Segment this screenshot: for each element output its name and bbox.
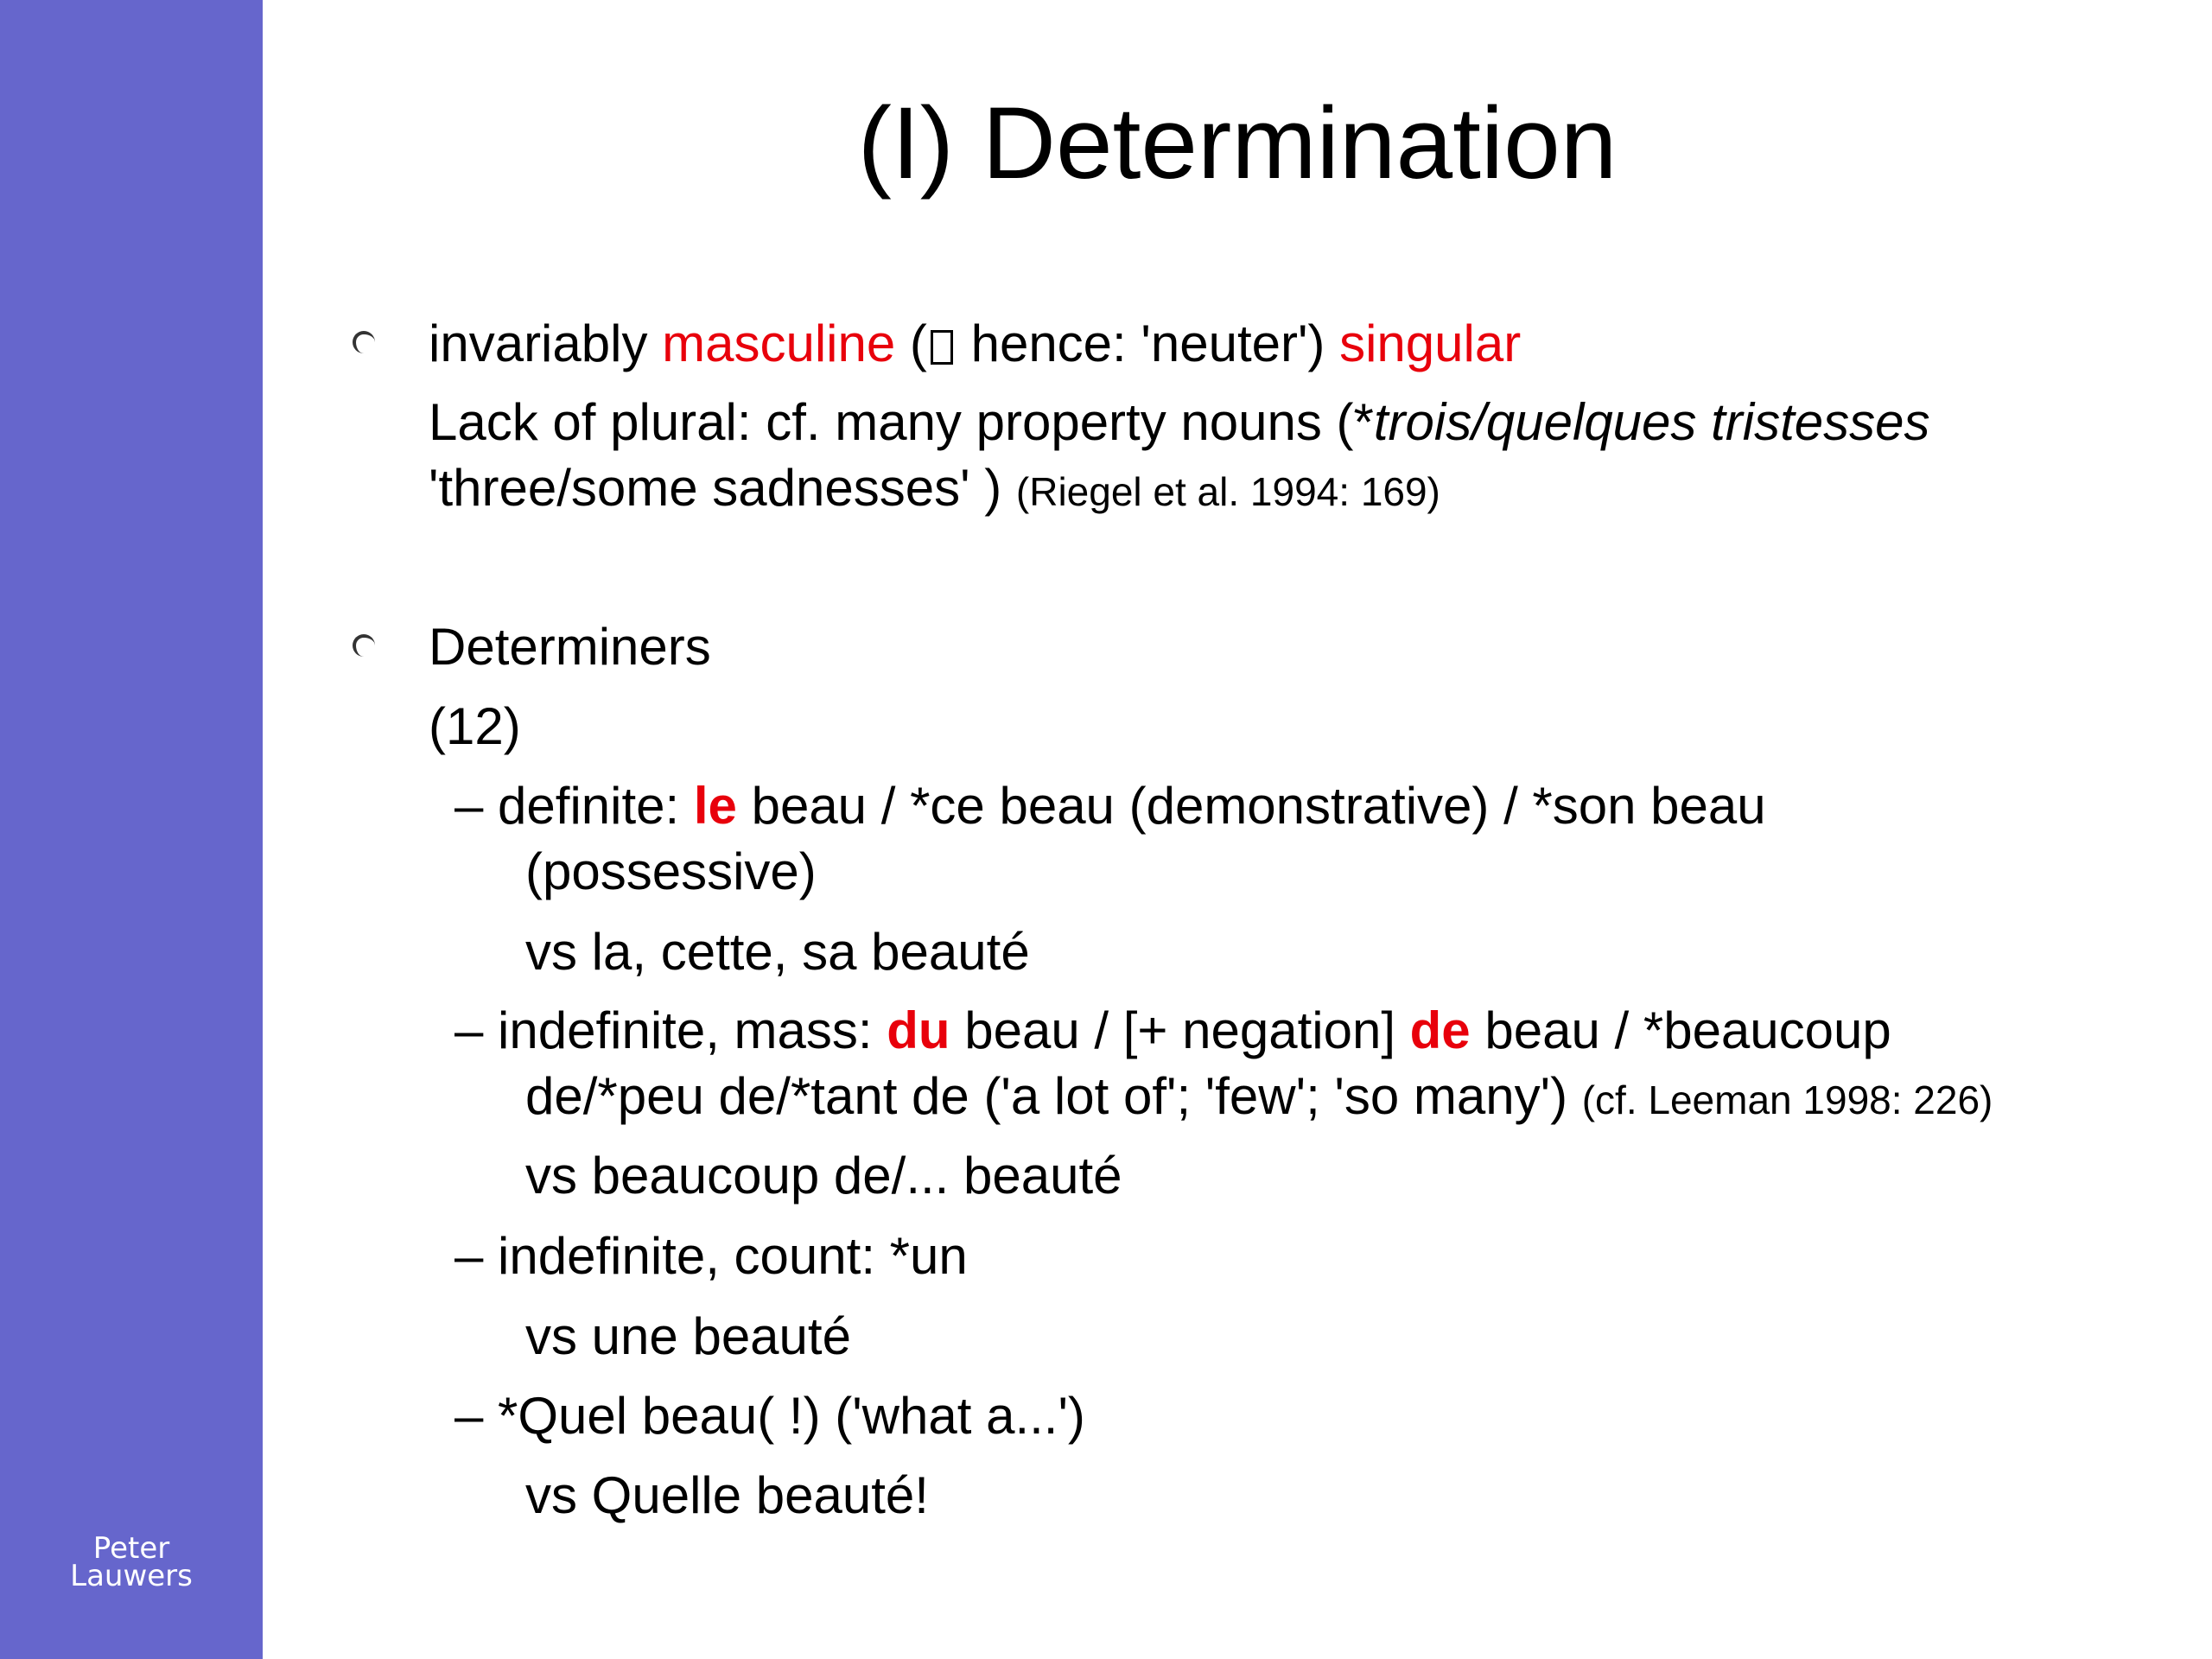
list-item-contrast: vs Quelle beauté! bbox=[525, 1466, 929, 1524]
text: invariably bbox=[429, 315, 663, 372]
bullet1-line3 bbox=[429, 457, 1440, 523]
author-first-name: Peter bbox=[92, 1531, 170, 1566]
list-item: – *Quel beau( !) ('what a...') bbox=[454, 1387, 1085, 1445]
bullet1-line1 bbox=[429, 313, 1521, 375]
text: – definite: bbox=[454, 777, 694, 835]
text: beau / *beaucoup bbox=[1470, 1001, 1891, 1059]
list-item bbox=[454, 1000, 1891, 1062]
text: Lack of plural: cf. many property nouns (* bbox=[429, 393, 1374, 451]
citation: (Riegel et al. 1994: 169) bbox=[1015, 469, 1440, 514]
text: hence: 'neuter') bbox=[956, 315, 1340, 372]
missing-glyph-icon bbox=[931, 330, 953, 365]
slide-title: (I) Determination bbox=[857, 86, 1618, 200]
list-item-contrast: vs une beauté bbox=[525, 1307, 851, 1365]
list-item bbox=[454, 775, 1766, 837]
example-number: (12) bbox=[429, 697, 521, 755]
list-item: – indefinite, count: *un bbox=[454, 1227, 968, 1285]
bullet2-heading: Determiners bbox=[429, 618, 711, 676]
bullet1-line2 bbox=[429, 391, 1929, 454]
author-name bbox=[0, 1531, 263, 1593]
citation: (cf. Leeman 1998: 226) bbox=[1581, 1077, 1993, 1122]
list-item-continuation bbox=[525, 1065, 1993, 1131]
author-last-name: Lauwers bbox=[70, 1559, 193, 1593]
text: beau / [+ negation] bbox=[950, 1001, 1410, 1059]
highlight-le: le bbox=[693, 777, 737, 835]
highlight-du: du bbox=[887, 1001, 950, 1059]
list-item-contrast: vs beaucoup de/... beauté bbox=[525, 1147, 1122, 1205]
bullet-icon bbox=[353, 634, 375, 657]
highlight-de: de bbox=[1409, 1001, 1471, 1059]
text: – indefinite, mass: bbox=[454, 1001, 887, 1059]
text: ( bbox=[895, 315, 927, 372]
bullet-icon bbox=[353, 331, 375, 353]
example-italic: trois/quelques tristesses bbox=[1373, 393, 1930, 451]
list-item-continuation: (possessive) bbox=[525, 842, 817, 900]
text: 'three/some sadnesses' ) bbox=[429, 459, 1016, 517]
text: beau / *ce beau (demonstrative) / *son beau bbox=[736, 777, 1766, 835]
highlight-singular: singular bbox=[1339, 315, 1522, 372]
text: de/*peu de/*tant de ('a lot of'; 'few'; 'so many') bbox=[525, 1067, 1582, 1125]
sidebar bbox=[0, 0, 263, 1659]
highlight-masculine: masculine bbox=[662, 315, 896, 372]
list-item-contrast: vs la, cette, sa beauté bbox=[525, 923, 1030, 981]
